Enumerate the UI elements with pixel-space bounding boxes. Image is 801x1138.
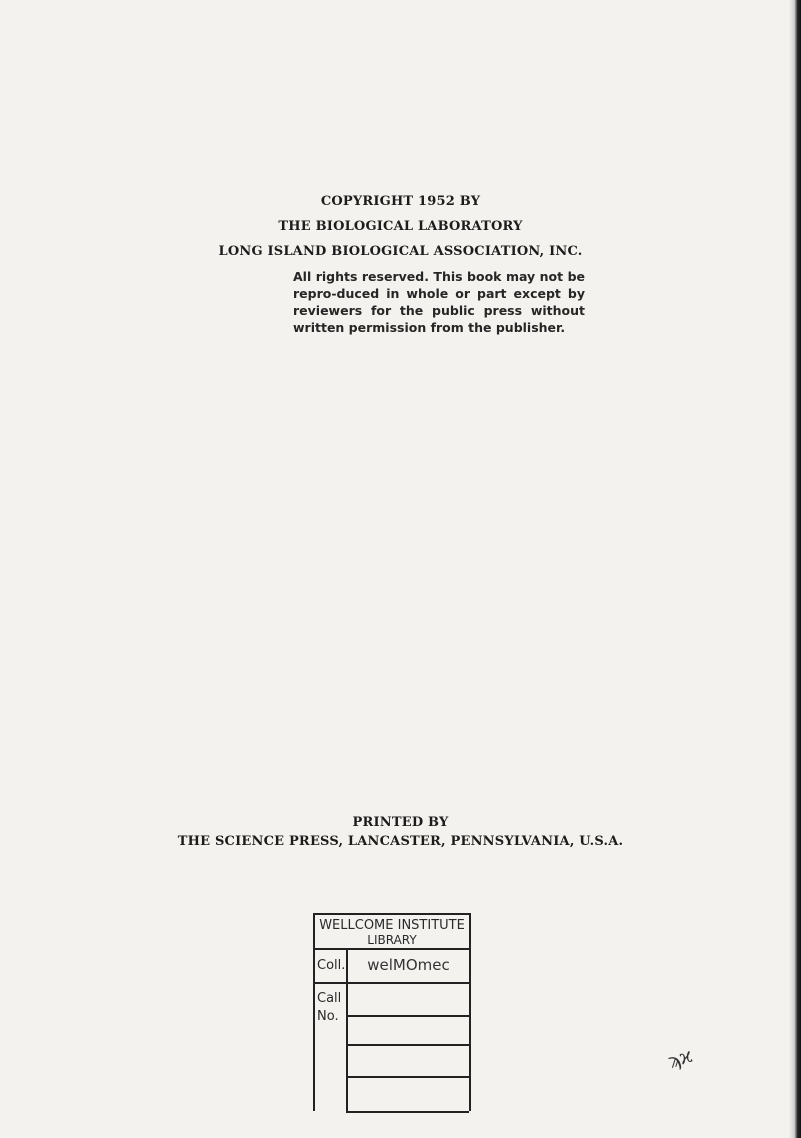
copyright-line: COPYRIGHT 1952 BY (320, 194, 481, 209)
call-label-line1: Call (317, 991, 342, 1006)
printer-name: THE SCIENCE PRESS, LANCASTER, PENNSYLVANIA, U.S.A. (177, 834, 624, 849)
library-stamp (313, 913, 471, 1111)
page-edge-shadow (789, 0, 801, 1138)
stamp-header (315, 915, 469, 950)
copyright-holder: THE BIOLOGICAL LABORATORY (278, 219, 523, 234)
call-label-line2: No. (317, 1009, 339, 1024)
printed-by-label: PRINTED BY (352, 815, 449, 830)
call-number-label (315, 984, 348, 1113)
call-line (348, 1044, 469, 1046)
call-line (348, 1076, 469, 1078)
copyright-association: LONG ISLAND BIOLOGICAL ASSOCIATION, INC. (218, 244, 583, 259)
handwritten-mark: ϡϰ (664, 1042, 696, 1074)
stamp-library: LIBRARY (367, 933, 417, 947)
stamp-call-row (315, 984, 469, 1113)
coll-label: Coll. (315, 950, 348, 982)
stamp-coll-row (315, 950, 469, 984)
rights-reserved-notice: All rights reserved. This book may not be repro-duced in whole or part except by reviewers for the public press without written permission from the publisher. (293, 269, 585, 335)
coll-value: welMOmec (367, 956, 450, 974)
call-line (348, 1111, 469, 1113)
call-line (348, 1015, 469, 1017)
call-number-lines (348, 984, 469, 1113)
stamp-institute: WELLCOME INSTITUTE (319, 918, 465, 933)
